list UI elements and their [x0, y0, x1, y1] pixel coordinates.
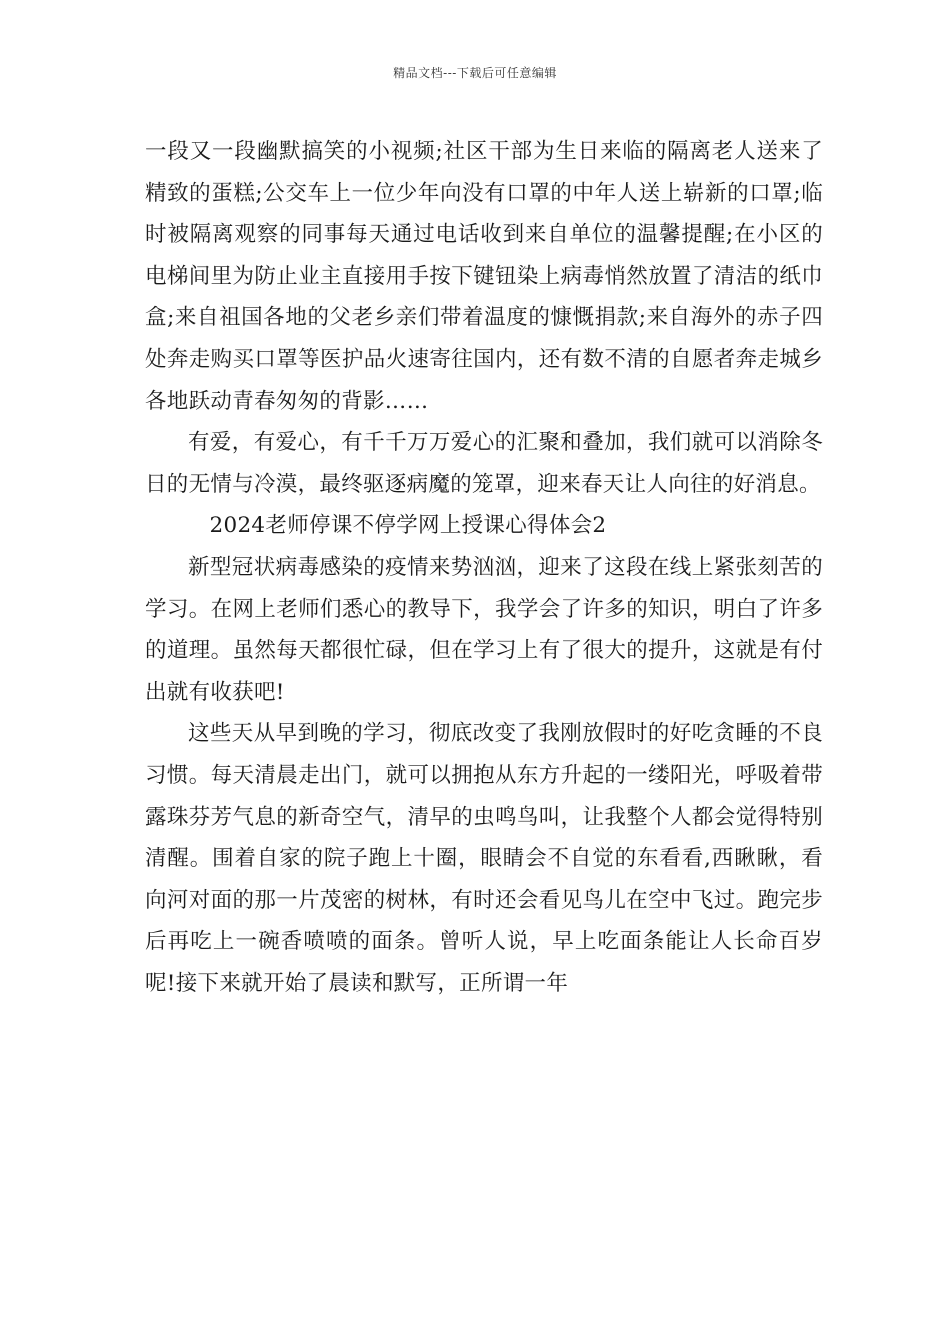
paragraph-love: 有爱，有爱心，有千千万万爱心的汇聚和叠加，我们就可以消除冬日的无情与冷漠，最终驱逐病魔的笼罩，迎来春天让人向往的好消息。 — [145, 430, 823, 497]
section-title: 2024老师停课不停学网上授课心得体会2 — [209, 513, 607, 539]
paragraph-online-study: 新型冠状病毒感染的疫情来势汹汹，迎来了这段在线上紧张刻苦的学习。在网上老师们悉心的教导下，我学会了许多的知识，明白了许多的道理。虽然每天都很忙碌，但在学习上有了很大的提升，这就是有付出就有收获吧! — [145, 554, 823, 705]
page-header: 精品文档---下载后可任意编辑 — [393, 66, 557, 80]
paragraph-daily-routine: 这些天从早到晚的学习，彻底改变了我刚放假时的好吃贪睡的不良习惯。每天清晨走出门，就可以拥抱从东方升起的一缕阳光，呼吸着带露珠芬芳气息的新奇空气，清早的虫鸣鸟叫，让我整个人都会觉得特别清醒。围着自家的院子跑上十圈，眼睛会不自觉的东看看,西瞅瞅，看向河对面的那一片茂密的树林，有时还会看见鸟儿在空中飞过。跑完步后再吃上一碗香喷喷的面条。曾听人说，早上吃面条能让人长命百岁呢!接下来就开始了晨读和默写，正所谓一年 — [145, 721, 823, 996]
paragraph-kindness-list: 一段又一段幽默搞笑的小视频;社区干部为生日来临的隔离老人送来了精致的蛋糕;公交车上一位少年向没有口罩的中年人送上崭新的口罩;临时被隔离观察的同事每天通过电话收到来自单位的温馨提醒;在小区的电梯间里为防止业主直接用手按下键钮染上病毒悄然放置了清洁的纸巾盒;来自祖国各地的父老乡亲们带着温度的慷慨捐款;来自海外的赤子四处奔走购买口罩等医护品火速寄往国内，还有数不清的自愿者奔走城乡各地跃动青春匆匆的背影…… — [145, 139, 823, 414]
document-body — [145, 131, 823, 1004]
